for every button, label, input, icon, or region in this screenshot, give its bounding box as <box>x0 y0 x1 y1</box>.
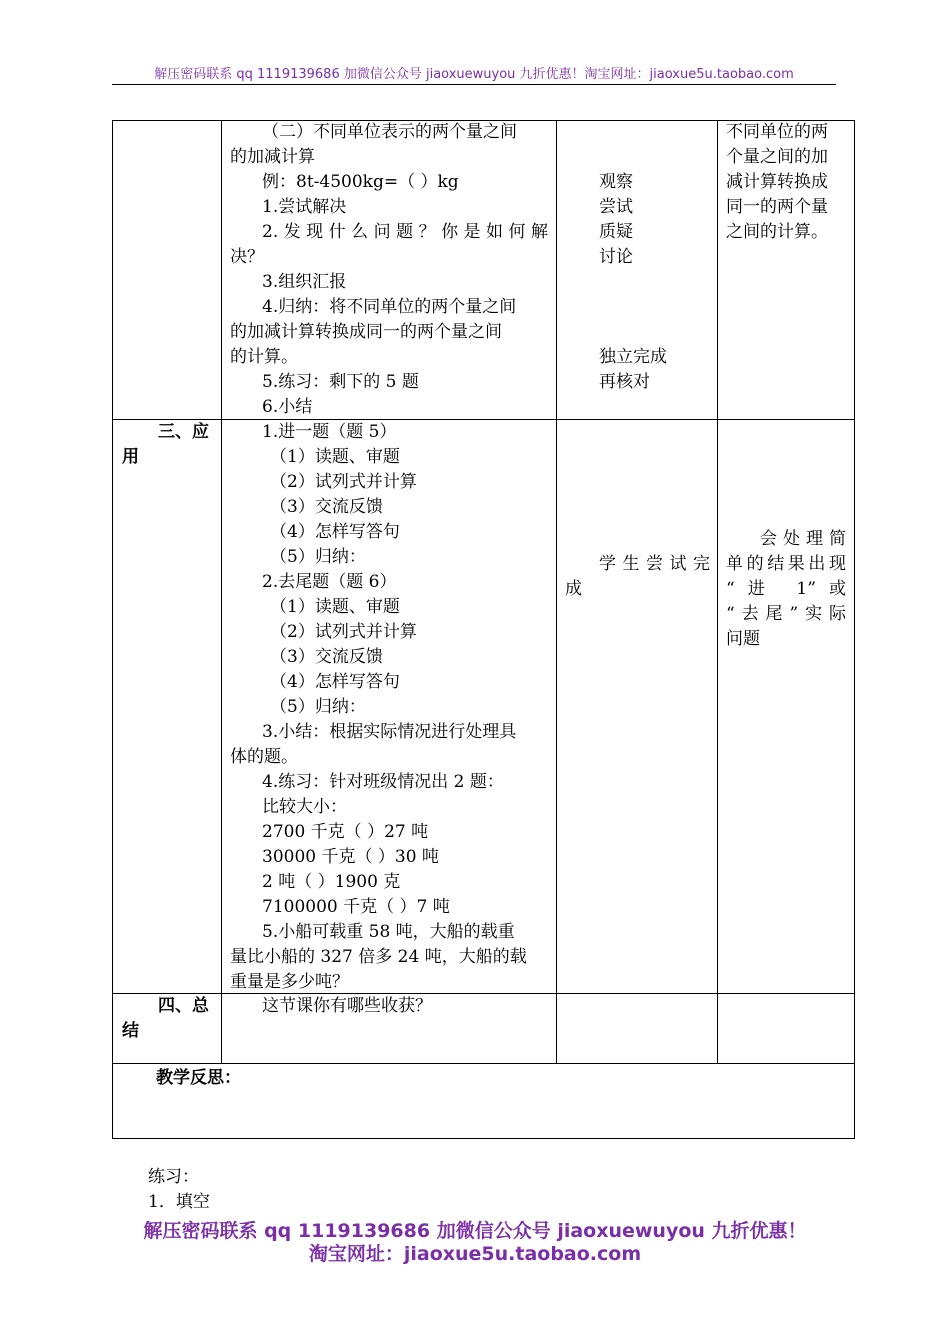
exercise-item: 1．填空 <box>148 1192 210 1212</box>
footer-contact-line: 解压密码联系 qq 1119139686 加微信公众号 jiaoxuewuyou 九折优惠！ <box>143 1220 807 1242</box>
content-line: 2.发现什么问题？你是如何解 <box>262 222 548 242</box>
content-line: 4.归纳：将不同单位的两个量之间 <box>262 297 517 317</box>
table-border-bottom <box>112 1138 855 1139</box>
header-divider <box>112 84 836 85</box>
row2-goal-cell <box>726 527 846 652</box>
content-line: 的加减计算 <box>230 147 315 167</box>
content-line: 体的题。 <box>230 747 298 767</box>
content-line: （1）读题、审题 <box>270 447 400 467</box>
student-activity: 质疑 <box>599 222 633 242</box>
content-line: 量比小船的 327 倍多 24 吨，大船的载 <box>230 947 527 967</box>
row3-stage-cell <box>122 994 214 1044</box>
content-line: 重量是多少吨？ <box>230 972 349 992</box>
row1-student-cell-lower <box>599 345 709 395</box>
table-column-divider <box>556 120 557 1064</box>
content-line: （3）交流反馈 <box>270 647 383 667</box>
footer-shop-line: 淘宝网址：jiaoxue5u.taobao.com <box>308 1243 642 1265</box>
goal-line: 不同单位的两 <box>726 122 828 142</box>
stage-label: 四、总 <box>158 996 209 1016</box>
content-line: （1）读题、审题 <box>270 597 400 617</box>
table-border-right <box>854 120 855 1139</box>
content-line: 的计算。 <box>230 347 298 367</box>
content-line: 3.小结：根据实际情况进行处理具 <box>262 722 517 742</box>
student-activity: 独立完成 <box>599 347 667 367</box>
content-line: 7100000 千克（ ）7 吨 <box>262 897 450 917</box>
content-line: （二）不同单位表示的两个量之间 <box>262 122 517 142</box>
content-line: （3）交流反馈 <box>270 497 383 517</box>
student-activity: 学生尝试完 <box>599 554 710 574</box>
content-line: 2 吨（ ）1900 克 <box>262 872 401 892</box>
content-line: 这节课你有哪些收获？ <box>262 996 432 1016</box>
content-line: 4.练习：针对班级情况出 2 题： <box>262 772 504 792</box>
content-line: 2.去尾题（题 6） <box>262 572 397 592</box>
content-line: 比较大小： <box>262 797 347 817</box>
row2-student-cell <box>565 552 710 602</box>
row2-content-cell <box>230 420 548 995</box>
goal-line: “去尾”实际 <box>726 604 846 624</box>
stage-label: 结 <box>122 1021 139 1041</box>
row2-stage-cell <box>122 420 214 470</box>
row1-goal-cell <box>726 120 848 245</box>
row1-student-cell <box>599 170 709 270</box>
table-column-divider <box>221 120 222 1064</box>
row3-content-cell <box>230 994 548 1019</box>
content-line: （2）试列式并计算 <box>270 472 417 492</box>
goal-line: 单的结果出现 <box>726 554 846 574</box>
table-column-divider <box>717 120 718 1064</box>
content-line: （4）怎样写答句 <box>270 522 400 542</box>
exercise-title: 练习： <box>148 1167 199 1187</box>
content-line: 5.练习：剩下的 5 题 <box>262 372 419 392</box>
student-activity: 成 <box>565 579 582 599</box>
content-line: （5）归纳： <box>270 697 366 717</box>
content-line: 6.小结 <box>262 397 313 417</box>
content-line: 1.尝试解决 <box>262 197 347 217</box>
content-line: 1.进一题（题 5） <box>262 422 397 442</box>
goal-line: 个量之间的加 <box>726 147 828 167</box>
content-line: （5）归纳： <box>270 547 366 567</box>
content-line: 5.小船可载重 58 吨，大船的载重 <box>262 922 515 942</box>
goal-line: 减计算转换成 <box>726 172 828 192</box>
content-line: 例：8t-4500kg=（ ）kg <box>262 172 459 192</box>
student-activity: 再核对 <box>599 372 650 392</box>
goal-line: 问题 <box>726 629 760 649</box>
row1-content-cell <box>230 120 548 420</box>
student-activity: 讨论 <box>599 247 633 267</box>
goal-line: 之间的计算。 <box>726 222 828 242</box>
content-line: 的加减计算转换成同一的两个量之间 <box>230 322 502 342</box>
table-row-divider <box>112 1063 855 1064</box>
reflection-label: 教学反思： <box>156 1068 241 1088</box>
goal-line: 会处理简 <box>760 529 846 549</box>
goal-line: “进 1”或 <box>726 579 846 599</box>
content-line: （2）试列式并计算 <box>270 622 417 642</box>
student-activity: 尝试 <box>599 197 633 217</box>
exercise-section <box>148 1165 448 1215</box>
stage-label: 三、应 <box>158 422 209 442</box>
student-activity: 观察 <box>599 172 633 192</box>
stage-label: 用 <box>122 447 139 467</box>
content-line: 决？ <box>230 247 264 267</box>
goal-line: 同一的两个量 <box>726 197 828 217</box>
content-line: 3.组织汇报 <box>262 272 347 292</box>
table-border-left <box>112 120 113 1139</box>
content-line: （4）怎样写答句 <box>270 672 400 692</box>
header-contact-line: 解压密码联系 qq 1119139686 加微信公众号 jiaoxuewuyou 九折优惠！淘宝网址：jiaoxue5u.taobao.com <box>154 67 794 82</box>
content-line: 2700 千克（ ）27 吨 <box>262 822 429 842</box>
reflection-cell <box>156 1066 456 1091</box>
content-line: 30000 千克（ ）30 吨 <box>262 847 439 867</box>
